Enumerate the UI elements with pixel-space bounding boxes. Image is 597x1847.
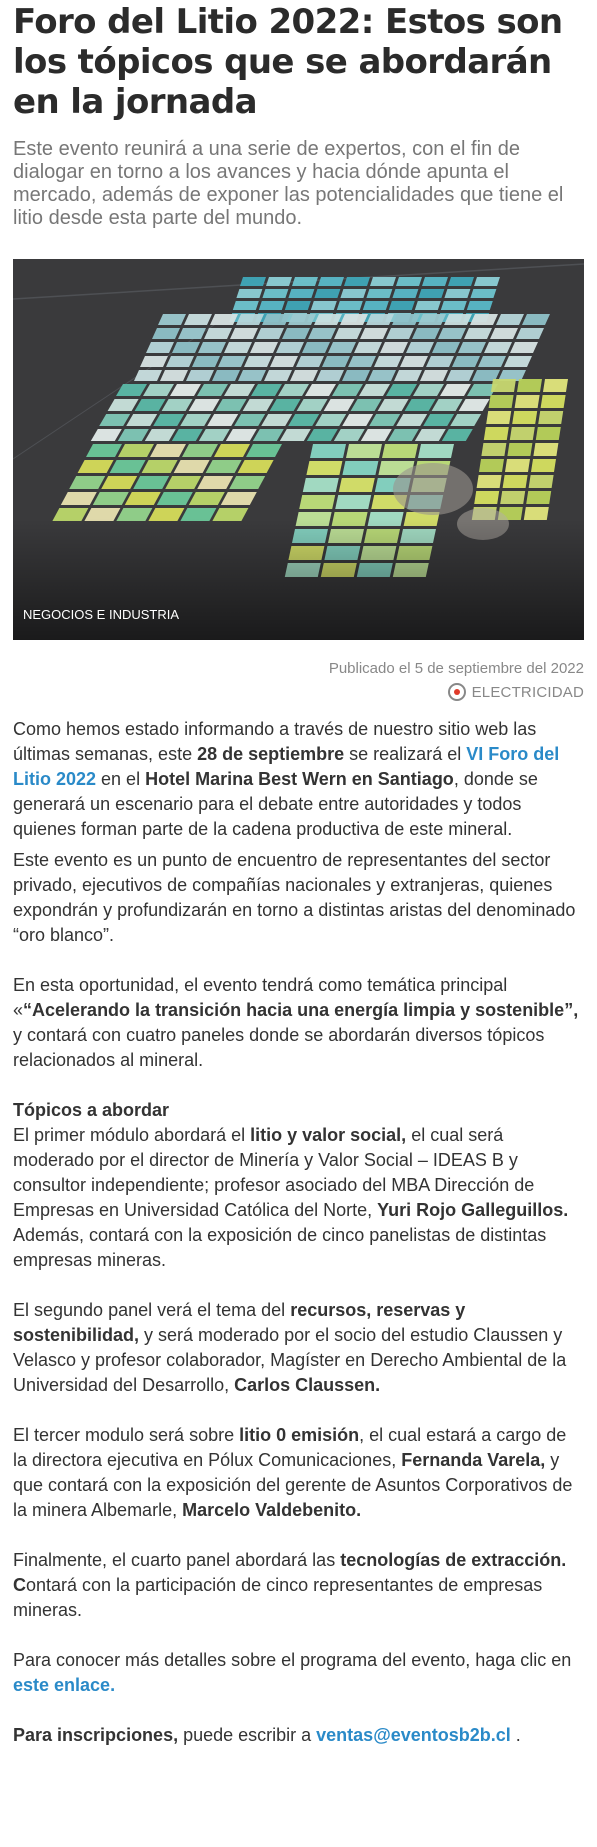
email-link[interactable]: ventas@eventosb2b.cl bbox=[316, 1725, 511, 1745]
salt-flats-aerial-image bbox=[13, 259, 584, 640]
paragraph: Para inscripciones, puede escribir a ventas@eventosb2b.cl . bbox=[13, 1725, 521, 1745]
topics-heading: Tópicos a abordar bbox=[13, 1100, 170, 1120]
article-meta bbox=[13, 659, 584, 703]
image-caption[interactable]: NEGOCIOS E INDUSTRIA bbox=[23, 607, 180, 622]
article-title: Foro del Litio 2022: Estos son los tópicos que se abordarán en la jornada bbox=[13, 2, 563, 122]
paragraph: Como hemos estado informando a través de nuestro sitio web las últimas semanas, este 28 de septiembre se realizará el VI Foro del Litio 2022 en el Hotel Marina Best Wern en Santiago, donde se generará un escenario para el debate entre autoridades y todos quienes forman parte de la cadena productiva de este mineral. bbox=[13, 719, 560, 839]
paragraph: El primer módulo abordará el litio y valor social, el cual será moderado por el director de Minería y Valor Social – IDEAS B y consultor independiente; profesor asociado del MBA Dirección de Empresas en Universidad Católica del Norte, Yuri Rojo Galleguillos. Además, contará con la exposición de cinco panelistas de distintas empresas mineras. bbox=[13, 1125, 569, 1270]
paragraph: En esta oportunidad, el evento tendrá como temática principal «“Acelerando la transición hacia una energía limpia y sostenible”, y contará con cuatro paneles donde se abordarán diversos tópicos relacionados al mineral. bbox=[13, 975, 579, 1070]
paragraph: El segundo panel verá el tema del recursos, reservas y sostenibilidad, y será moderado por el socio del estudio Claussen y Velasco y profesor colaborador, Magíster en Derecho Ambiental de la Universidad del Desarrollo, Carlos Claussen. bbox=[13, 1300, 567, 1395]
publish-date: Publicado el 5 de septiembre del 2022 bbox=[328, 660, 584, 677]
target-icon bbox=[448, 683, 466, 701]
article-body bbox=[13, 717, 584, 1748]
paragraph: El tercer modulo será sobre litio 0 emisión, el cual estará a cargo de la directora ejecutiva en Pólux Comunicaciones, Fernanda Varela, y que contará con la exposición del gerente de Asuntos Corporativos de la minera Albemarle, Marcelo Valdebenito. bbox=[13, 1425, 573, 1520]
category-link[interactable] bbox=[13, 683, 584, 703]
paragraph: Este evento es un punto de encuentro de representantes del sector privado, ejecutivos de compañías nacionales y extranjeras, quienes expondrán y profundizarán en torno a distintas aristas del denominado “oro blanco”. bbox=[13, 850, 576, 945]
hero-image bbox=[13, 259, 584, 640]
paragraph: Finalmente, el cuarto panel abordará las tecnologías de extracción. Contará con la participación de cinco representantes de empresas mineras. bbox=[13, 1550, 567, 1620]
category-label: ELECTRICIDAD bbox=[471, 684, 584, 701]
foro-link[interactable]: VI Foro del Litio 2022 bbox=[13, 744, 560, 789]
paragraph: Para conocer más detalles sobre el programa del evento, haga clic en este enlace. bbox=[13, 1650, 572, 1695]
program-link[interactable]: este enlace. bbox=[13, 1675, 116, 1695]
article-subtitle: Este evento reunirá a una serie de expertos, con el fin de dialogar en torno a los avances y hacia dónde apunta el mercado, además de exponer las potencialidades que tiene el litio desde esta parte del mundo. bbox=[13, 138, 564, 229]
